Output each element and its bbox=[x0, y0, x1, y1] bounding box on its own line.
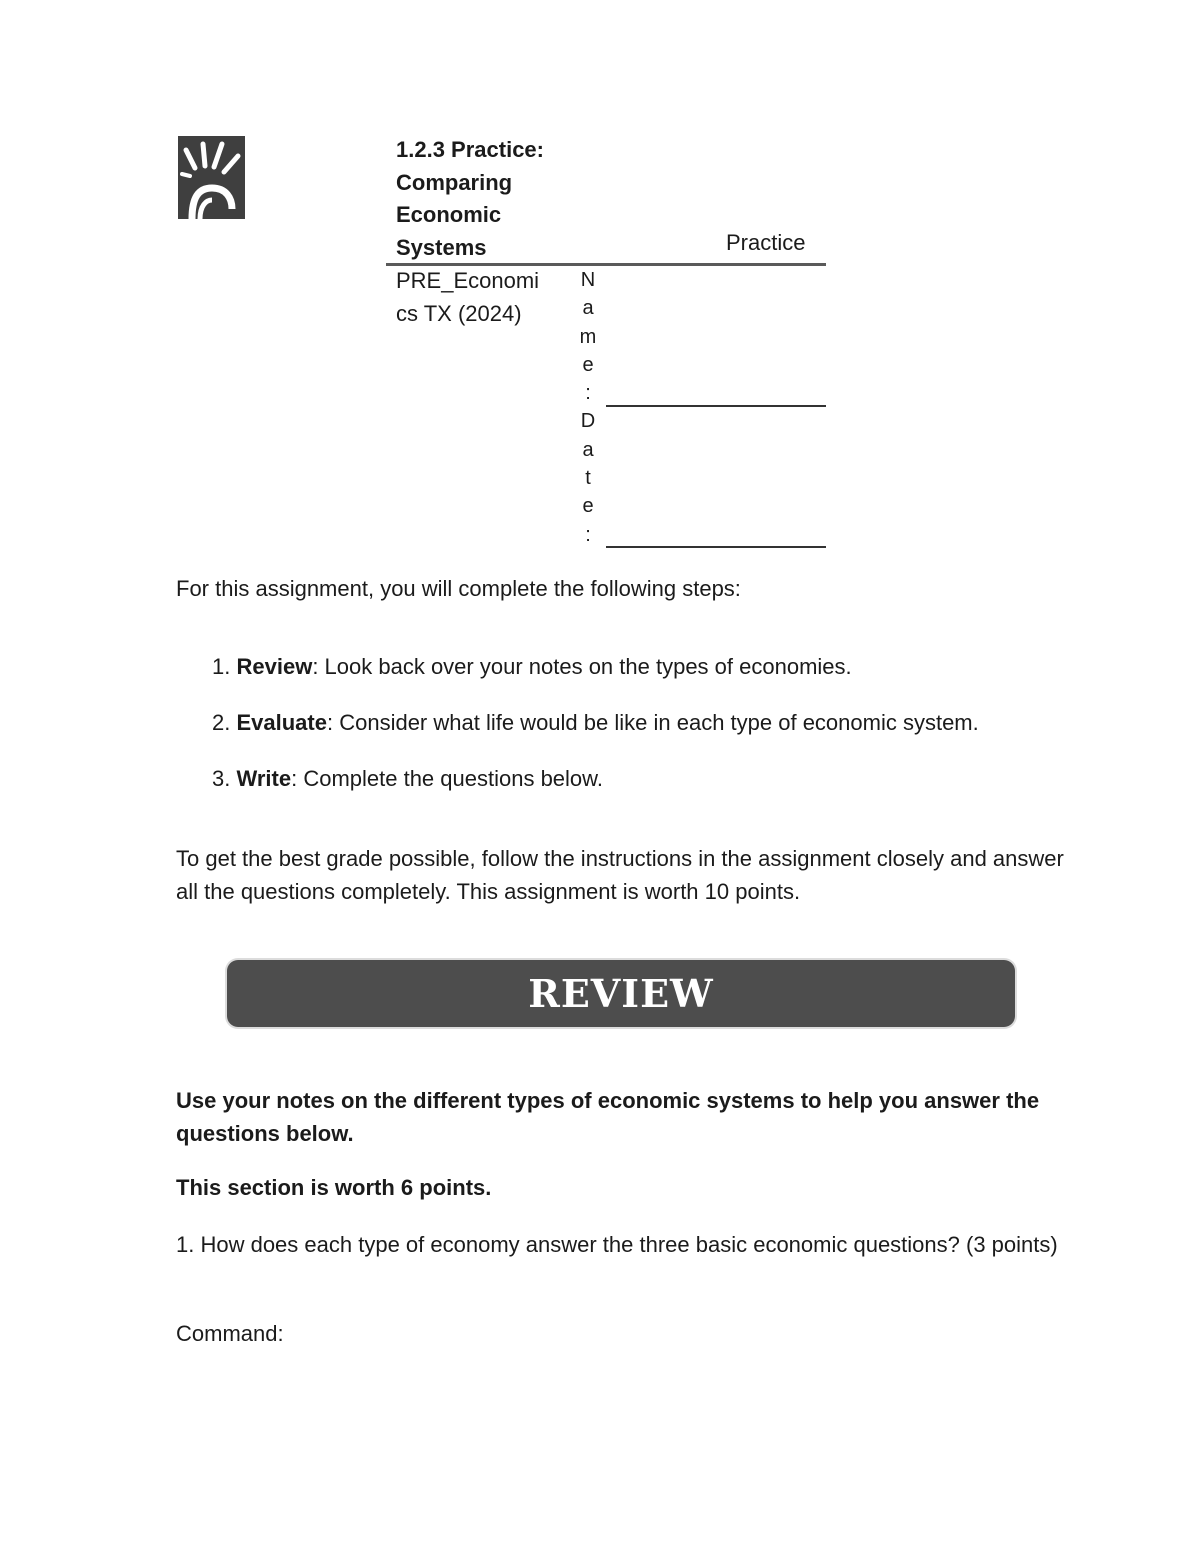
course-line: PRE_Economi bbox=[396, 268, 540, 293]
practice-label: Practice bbox=[726, 230, 806, 255]
review-instruction: Use your notes on the different types of economic systems to help you answer the questions below. bbox=[176, 1088, 1040, 1146]
title-line: Economic bbox=[396, 202, 502, 227]
date-letter: e bbox=[582, 495, 594, 518]
steps-list bbox=[212, 650, 979, 818]
title-line: 1.2.3 Practice: bbox=[396, 137, 544, 162]
section-worth: This section is worth 6 points. bbox=[176, 1175, 492, 1200]
question-1: 1. How does each type of economy answer the three basic economic questions? (3 points) bbox=[176, 1232, 1058, 1257]
grade-note: To get the best grade possible, follow the instructions in the assignment closely and answer all the questions completely. This assignment is worth 10 points. bbox=[176, 846, 1064, 904]
step-text: : Consider what life would be like in each type of economic system. bbox=[326, 710, 979, 735]
step-label: Evaluate bbox=[236, 710, 327, 735]
name-date-labels bbox=[576, 266, 600, 549]
title-line: Systems bbox=[396, 234, 487, 260]
name-letter: N bbox=[580, 269, 596, 291]
date-letter: a bbox=[582, 438, 594, 461]
date-letter: : bbox=[585, 523, 591, 546]
step-text: : Complete the questions below. bbox=[291, 766, 603, 791]
date-letter: D bbox=[580, 410, 596, 433]
review-banner-text: REVIEW bbox=[528, 971, 714, 1016]
step-label: Review bbox=[236, 654, 313, 679]
date-blank-line[interactable] bbox=[606, 546, 826, 548]
step-text: : Look back over your notes on the types of economies. bbox=[312, 654, 852, 679]
name-letter: e bbox=[582, 353, 594, 376]
review-banner bbox=[227, 960, 1015, 1027]
step-number: 1. bbox=[212, 654, 231, 679]
intro-text: For this assignment, you will complete the following steps: bbox=[176, 576, 741, 601]
step-label: Write bbox=[236, 766, 292, 791]
course-logo-icon bbox=[178, 136, 245, 219]
step-number: 2. bbox=[212, 710, 231, 735]
assignment-title bbox=[396, 134, 544, 264]
name-letter: a bbox=[582, 297, 594, 320]
step-item bbox=[212, 706, 979, 762]
name-letter: m bbox=[579, 325, 597, 348]
course-name bbox=[396, 264, 539, 330]
name-letter: : bbox=[585, 382, 591, 405]
command-label: Command: bbox=[176, 1321, 284, 1346]
date-letter: t bbox=[585, 467, 591, 490]
step-number: 3. bbox=[212, 766, 231, 791]
name-blank-line[interactable] bbox=[606, 405, 826, 407]
step-item bbox=[212, 762, 979, 818]
title-line: Comparing bbox=[396, 169, 513, 195]
step-item bbox=[212, 650, 979, 706]
course-line: cs TX (2024) bbox=[396, 301, 522, 326]
